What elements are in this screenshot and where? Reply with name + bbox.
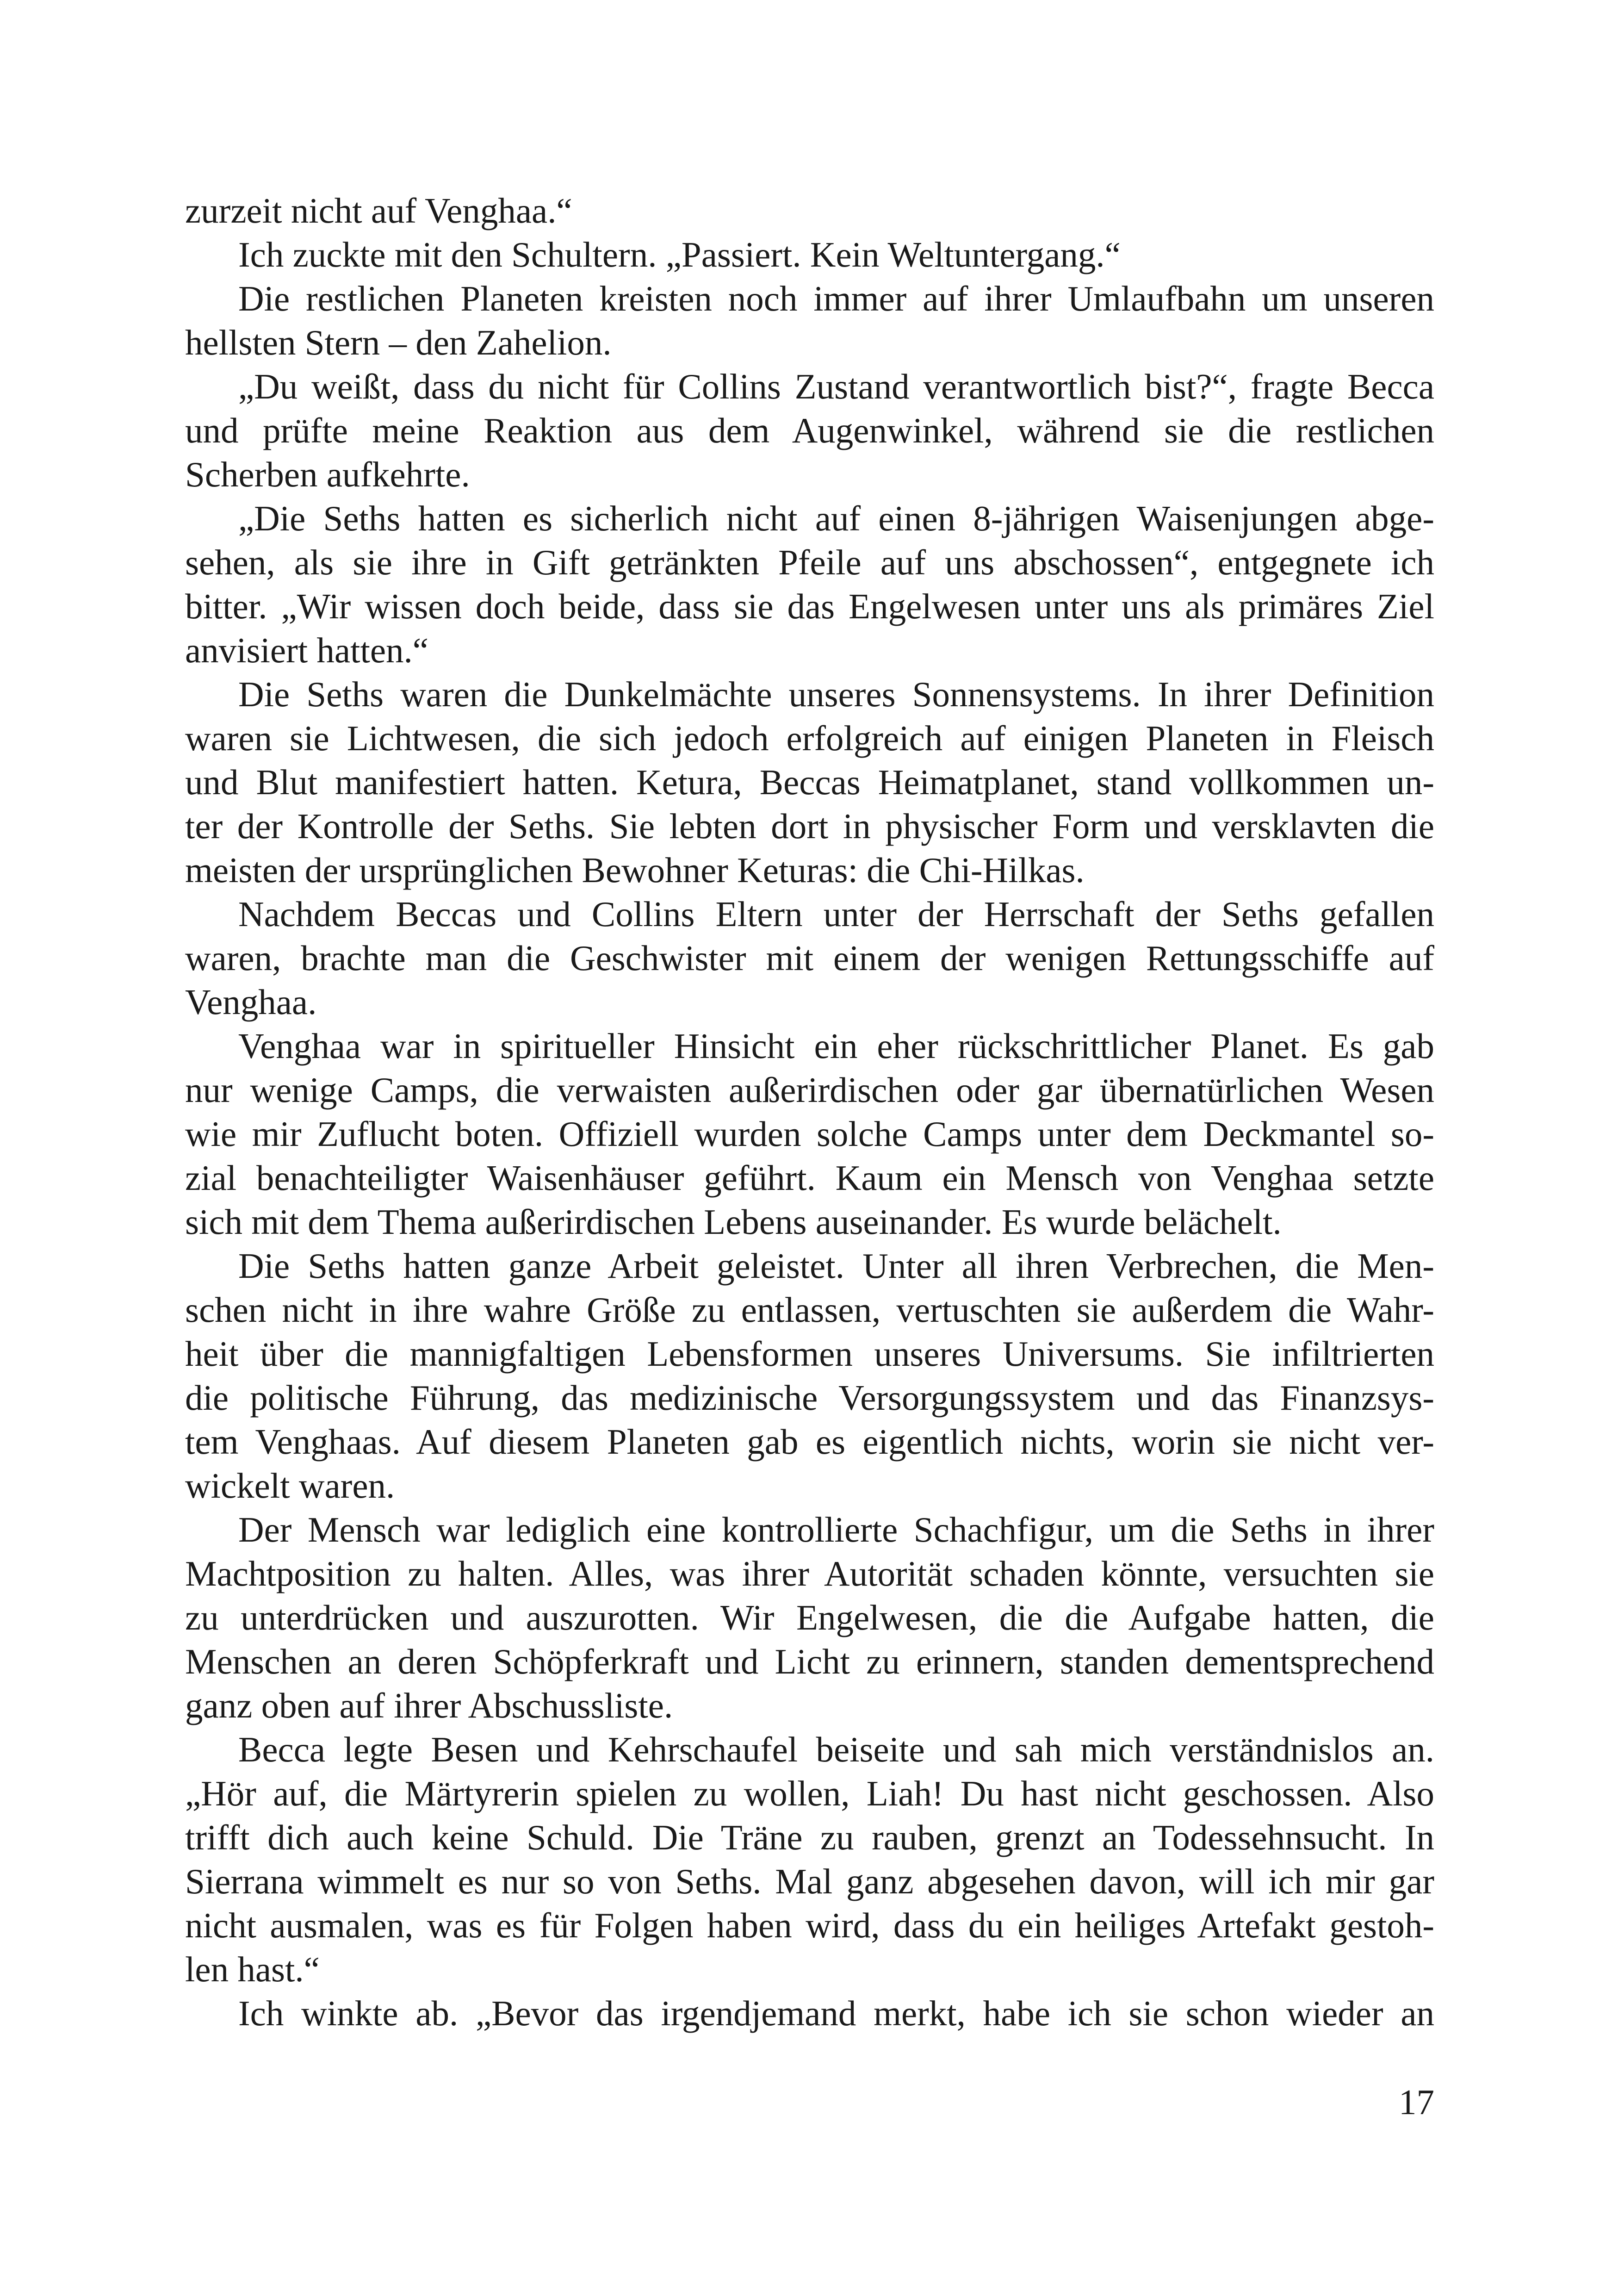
text-line: tem Venghaas. Auf diesem Planeten gab es eigentlich nichts, worin sie nicht ver- (185, 1422, 1434, 1462)
text-line: „Du weißt, dass du nicht für Collins Zustand verantwortlich bist?“, fragte Becca (238, 367, 1434, 406)
text-line: len hast.“ (185, 1949, 320, 1989)
text-line: anvisiert hatten.“ (185, 630, 428, 670)
text-line: heit über die mannigfaltigen Lebensformen unseres Universums. Sie infiltrierten (185, 1334, 1434, 1374)
text-line: Becca legte Besen und Kehrschaufel beiseite und sah mich verständnislos an. (238, 1730, 1434, 1769)
text-line: wickelt waren. (185, 1466, 395, 1506)
text-line: nur wenige Camps, die verwaisten außerirdischen oder gar übernatürlichen Wesen (185, 1070, 1434, 1110)
text-line: Venghaa. (185, 982, 317, 1022)
text-line: Ich winkte ab. „Bevor das irgendjemand merkt, habe ich sie schon wieder an (238, 1993, 1434, 2033)
page-number: 17 (1399, 2082, 1434, 2122)
text-line: Menschen an deren Schöpferkraft und Licht zu erinnern, standen dementsprechend (185, 1642, 1434, 1681)
text-line: die politische Führung, das medizinische Versorgungssystem und das Finanzsys- (185, 1378, 1434, 1418)
text-line: ganz oben auf ihrer Abschussliste. (185, 1686, 673, 1725)
text-line: zurzeit nicht auf Venghaa.“ (185, 191, 572, 230)
text-line: wie mir Zuflucht boten. Offiziell wurden solche Camps unter dem Deckmantel so- (185, 1114, 1434, 1154)
text-line: Der Mensch war lediglich eine kontrollierte Schachfigur, um die Seths in ihrer (238, 1510, 1434, 1549)
text-line: bitter. „Wir wissen doch beide, dass sie das Engelwesen unter uns als primäres Ziel (185, 586, 1434, 626)
text-line: Die Seths hatten ganze Arbeit geleistet. Unter all ihren Verbrechen, die Men- (238, 1246, 1434, 1286)
text-line: Machtposition zu halten. Alles, was ihrer Autorität schaden könnte, versuchten sie (185, 1554, 1434, 1593)
text-line: Ich zuckte mit den Schultern. „Passiert. Kein Weltuntergang.“ (238, 235, 1121, 274)
text-line: und prüfte meine Reaktion aus dem Augenwinkel, während sie die restlichen (185, 411, 1434, 450)
text-line: trifft dich auch keine Schuld. Die Träne zu rauben, grenzt an Todessehnsucht. In (185, 1817, 1434, 1857)
text-line: Scherben aufkehrte. (185, 454, 470, 494)
text-line: und Blut manifestiert hatten. Ketura, Beccas Heimatplanet, stand vollkommen un- (185, 762, 1434, 802)
text-line: waren, brachte man die Geschwister mit einem der wenigen Rettungsschiffe auf (185, 938, 1434, 978)
text-line: Nachdem Beccas und Collins Eltern unter der Herrschaft der Seths gefallen (238, 894, 1434, 934)
text-line: waren sie Lichtwesen, die sich jedoch erfolgreich auf einigen Planeten in Fleisch (185, 718, 1434, 758)
text-line: zu unterdrücken und auszurotten. Wir Engelwesen, die die Aufgabe hatten, die (185, 1598, 1434, 1637)
text-line: zial benachteiligter Waisenhäuser geführt. Kaum ein Mensch von Venghaa setzte (185, 1158, 1434, 1198)
text-line: hellsten Stern – den Zahelion. (185, 323, 612, 362)
text-line: sich mit dem Thema außerirdischen Lebens auseinander. Es wurde belächelt. (185, 1202, 1282, 1242)
text-line: nicht ausmalen, was es für Folgen haben wird, dass du ein heiliges Artefakt gestoh- (185, 1905, 1434, 1945)
text-line: Die restlichen Planeten kreisten noch immer auf ihrer Umlaufbahn um unseren (238, 279, 1434, 318)
text-line: schen nicht in ihre wahre Größe zu entlassen, vertuschten sie außerdem die Wahr- (185, 1290, 1434, 1330)
text-line: meisten der ursprünglichen Bewohner Keturas: die Chi-Hilkas. (185, 850, 1085, 890)
text-line: Venghaa war in spiritueller Hinsicht ein eher rückschrittlicher Planet. Es gab (238, 1026, 1434, 1066)
text-line: sehen, als sie ihre in Gift getränkten Pfeile auf uns abschossen“, entgegnete ich (185, 542, 1434, 582)
text-line: Die Seths waren die Dunkelmächte unseres Sonnensystems. In ihrer Definition (238, 674, 1434, 714)
text-line: ter der Kontrolle der Seths. Sie lebten dort in physischer Form und versklavten die (185, 806, 1434, 846)
text-line: „Hör auf, die Märtyrerin spielen zu wollen, Liah! Du hast nicht geschossen. Also (185, 1773, 1434, 1813)
text-line: Sierrana wimmelt es nur so von Seths. Mal ganz abgesehen davon, will ich mir gar (185, 1861, 1434, 1901)
body-text (185, 189, 1434, 2035)
text-line: „Die Seths hatten es sicherlich nicht auf einen 8-jährigen Waisenjungen abge- (238, 498, 1434, 538)
